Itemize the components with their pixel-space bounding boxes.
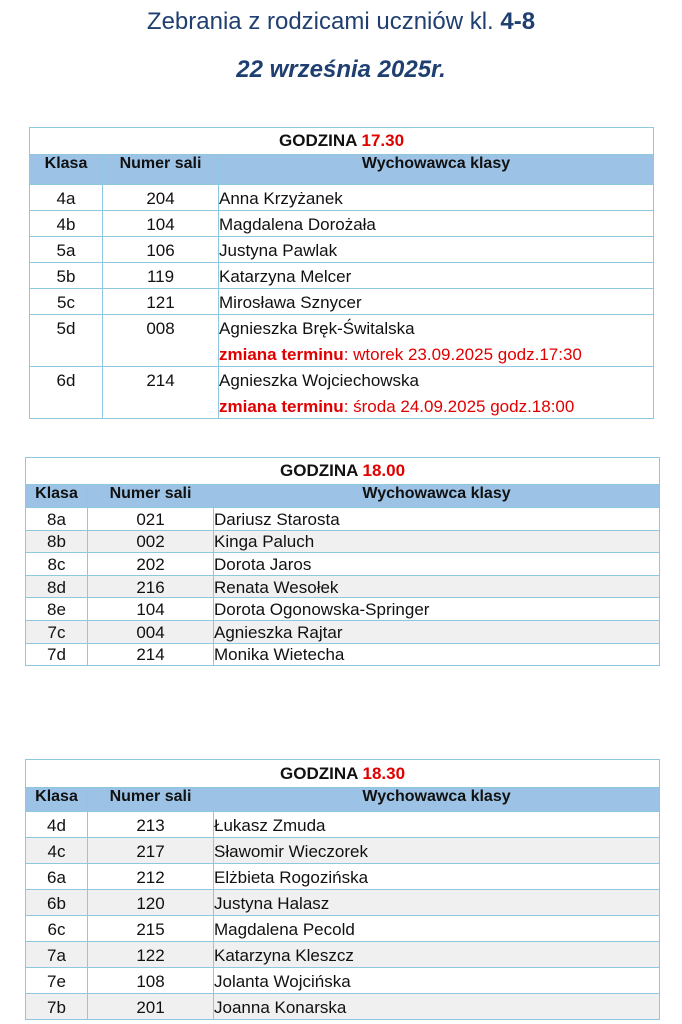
cell-klasa: 5a: [30, 237, 103, 263]
column-header-numer-sali: Numer sali: [103, 155, 219, 185]
cell-numer-sali: 202: [88, 553, 214, 576]
cell-numer-sali: 120: [88, 890, 214, 916]
cell-wychowawca: [219, 185, 654, 211]
teacher-name: Katarzyna Kleszcz: [214, 945, 354, 965]
session-header: [26, 760, 660, 788]
column-header-wychowawca: Wychowawca klasy: [219, 155, 654, 185]
table-row: [30, 185, 654, 211]
schedule-table-1730: [29, 127, 654, 419]
teacher-name: Dariusz Starosta: [214, 509, 340, 529]
teacher-name: Katarzyna Melcer: [219, 266, 352, 286]
cell-klasa: 8d: [26, 575, 88, 598]
title-classes: 4-8: [500, 8, 536, 35]
teacher-name: Agnieszka Bręk-Świtalska: [219, 318, 415, 338]
session-header: [26, 458, 660, 485]
teacher-name: Anna Krzyżanek: [219, 188, 343, 208]
table-row: [30, 211, 654, 237]
cell-wychowawca: [214, 530, 660, 553]
cell-numer-sali: 104: [103, 211, 219, 237]
cell-wychowawca: [214, 508, 660, 531]
page-title: [0, 8, 682, 36]
cell-klasa: 7e: [26, 968, 88, 994]
cell-numer-sali: 204: [103, 185, 219, 211]
cell-numer-sali: 108: [88, 968, 214, 994]
cell-wychowawca: [214, 838, 660, 864]
table-row: [26, 864, 660, 890]
cell-numer-sali: 106: [103, 237, 219, 263]
teacher-name: Joanna Konarska: [214, 997, 347, 1017]
session-header: [30, 128, 654, 155]
table-row: [26, 916, 660, 942]
table-row: [26, 942, 660, 968]
cell-wychowawca: [219, 237, 654, 263]
session-label: GODZINA: [280, 763, 363, 783]
cell-klasa: 6b: [26, 890, 88, 916]
table-row: [26, 994, 660, 1020]
schedule-table-1830: [25, 759, 660, 1020]
cell-wychowawca: [214, 942, 660, 968]
schedule-table-1800: [25, 457, 660, 666]
change-details: : wtorek 23.09.2025 godz.17:30: [343, 344, 582, 364]
table-row: [30, 263, 654, 289]
session-time: 18.30: [362, 763, 406, 783]
change-details: : środa 24.09.2025 godz.18:00: [343, 396, 575, 416]
teacher-name: Elżbieta Rogozińska: [214, 867, 369, 887]
table-row: [26, 968, 660, 994]
teacher-name: Agnieszka Rajtar: [214, 622, 343, 642]
teacher-name: Kinga Paluch: [214, 532, 315, 552]
session-time-cell: [26, 760, 660, 788]
cell-numer-sali: 213: [88, 812, 214, 838]
table-row: [26, 508, 660, 531]
cell-klasa: 5b: [30, 263, 103, 289]
cell-klasa: 7d: [26, 643, 88, 666]
cell-klasa: 5c: [30, 289, 103, 315]
cell-numer-sali: 004: [88, 620, 214, 643]
cell-wychowawca: [219, 315, 654, 367]
session-time-cell: [26, 458, 660, 485]
cell-klasa: 7b: [26, 994, 88, 1020]
schedule-change-note: [219, 345, 653, 364]
cell-numer-sali: 002: [88, 530, 214, 553]
table-row: [30, 289, 654, 315]
cell-wychowawca: [214, 643, 660, 666]
cell-wychowawca: [214, 916, 660, 942]
session-label: GODZINA: [279, 131, 362, 150]
cell-klasa: 4d: [26, 812, 88, 838]
cell-numer-sali: 214: [103, 367, 219, 419]
cell-klasa: 8e: [26, 598, 88, 621]
title-prefix: Zebrania z rodzicami uczniów kl.: [146, 8, 501, 35]
teacher-name: Dorota Jaros: [214, 554, 312, 574]
change-label: zmiana terminu: [219, 396, 344, 416]
cell-numer-sali: 119: [103, 263, 219, 289]
teacher-name: Łukasz Zmuda: [214, 815, 326, 835]
cell-numer-sali: 104: [88, 598, 214, 621]
cell-klasa: 6c: [26, 916, 88, 942]
table-row: [26, 812, 660, 838]
cell-numer-sali: 215: [88, 916, 214, 942]
table-row: [30, 315, 654, 367]
meeting-date: 22 września 2025r.: [236, 56, 446, 83]
cell-wychowawca: [214, 968, 660, 994]
cell-klasa: 4c: [26, 838, 88, 864]
cell-numer-sali: 216: [88, 575, 214, 598]
cell-numer-sali: 214: [88, 643, 214, 666]
cell-numer-sali: 212: [88, 864, 214, 890]
table-row: [26, 575, 660, 598]
cell-klasa: 6a: [26, 864, 88, 890]
teacher-name: Monika Wietecha: [214, 645, 345, 665]
cell-klasa: 8a: [26, 508, 88, 531]
schedule-change-note: [219, 397, 653, 416]
session-label: GODZINA: [280, 461, 363, 480]
session-time: 17.30: [361, 131, 405, 150]
column-header-wychowawca: Wychowawca klasy: [214, 788, 660, 812]
cell-wychowawca: [214, 598, 660, 621]
teacher-name: Magdalena Pecold: [214, 919, 355, 939]
cell-numer-sali: 217: [88, 838, 214, 864]
cell-wychowawca: [219, 289, 654, 315]
column-header-numer-sali: Numer sali: [88, 788, 214, 812]
cell-klasa: 4a: [30, 185, 103, 211]
cell-klasa: 4b: [30, 211, 103, 237]
cell-wychowawca: [214, 812, 660, 838]
teacher-name: Sławomir Wieczorek: [214, 841, 368, 861]
table-row: [30, 237, 654, 263]
table-row: [26, 530, 660, 553]
teacher-name: Jolanta Wojcińska: [214, 971, 351, 991]
cell-numer-sali: 021: [88, 508, 214, 531]
table-row: [26, 890, 660, 916]
column-header-numer-sali: Numer sali: [88, 485, 214, 508]
table-row: [26, 598, 660, 621]
session-time-cell: [30, 128, 654, 155]
teacher-name: Justyna Halasz: [214, 893, 330, 913]
cell-wychowawca: [214, 994, 660, 1020]
teacher-name: Agnieszka Wojciechowska: [219, 370, 419, 390]
cell-numer-sali: 121: [103, 289, 219, 315]
column-header-klasa: Klasa: [26, 788, 88, 812]
session-time: 18.00: [362, 461, 406, 480]
cell-wychowawca: [219, 367, 654, 419]
table-row: [26, 643, 660, 666]
column-header-row: [26, 788, 660, 812]
cell-wychowawca: [214, 553, 660, 576]
teacher-name: Dorota Ogonowska-Springer: [214, 600, 430, 620]
cell-klasa: 6d: [30, 367, 103, 419]
cell-numer-sali: 122: [88, 942, 214, 968]
cell-wychowawca: [214, 890, 660, 916]
teacher-name: Magdalena Dorożała: [219, 214, 376, 234]
column-header-wychowawca: Wychowawca klasy: [214, 485, 660, 508]
cell-klasa: 7c: [26, 620, 88, 643]
table-row: [26, 620, 660, 643]
table-row: [26, 553, 660, 576]
cell-klasa: 8c: [26, 553, 88, 576]
cell-wychowawca: [214, 575, 660, 598]
cell-wychowawca: [214, 864, 660, 890]
cell-wychowawca: [214, 620, 660, 643]
column-header-row: [30, 155, 654, 185]
cell-numer-sali: 201: [88, 994, 214, 1020]
column-header-row: [26, 485, 660, 508]
teacher-name: Justyna Pawlak: [219, 240, 338, 260]
cell-klasa: 5d: [30, 315, 103, 367]
cell-klasa: 8b: [26, 530, 88, 553]
column-header-klasa: Klasa: [30, 155, 103, 185]
table-row: [30, 367, 654, 419]
cell-klasa: 7a: [26, 942, 88, 968]
teacher-name: Mirosława Sznycer: [219, 292, 362, 312]
table-row: [26, 838, 660, 864]
change-label: zmiana terminu: [219, 344, 344, 364]
teacher-name: Renata Wesołek: [214, 577, 339, 597]
cell-wychowawca: [219, 211, 654, 237]
cell-numer-sali: 008: [103, 315, 219, 367]
column-header-klasa: Klasa: [26, 485, 88, 508]
cell-wychowawca: [219, 263, 654, 289]
